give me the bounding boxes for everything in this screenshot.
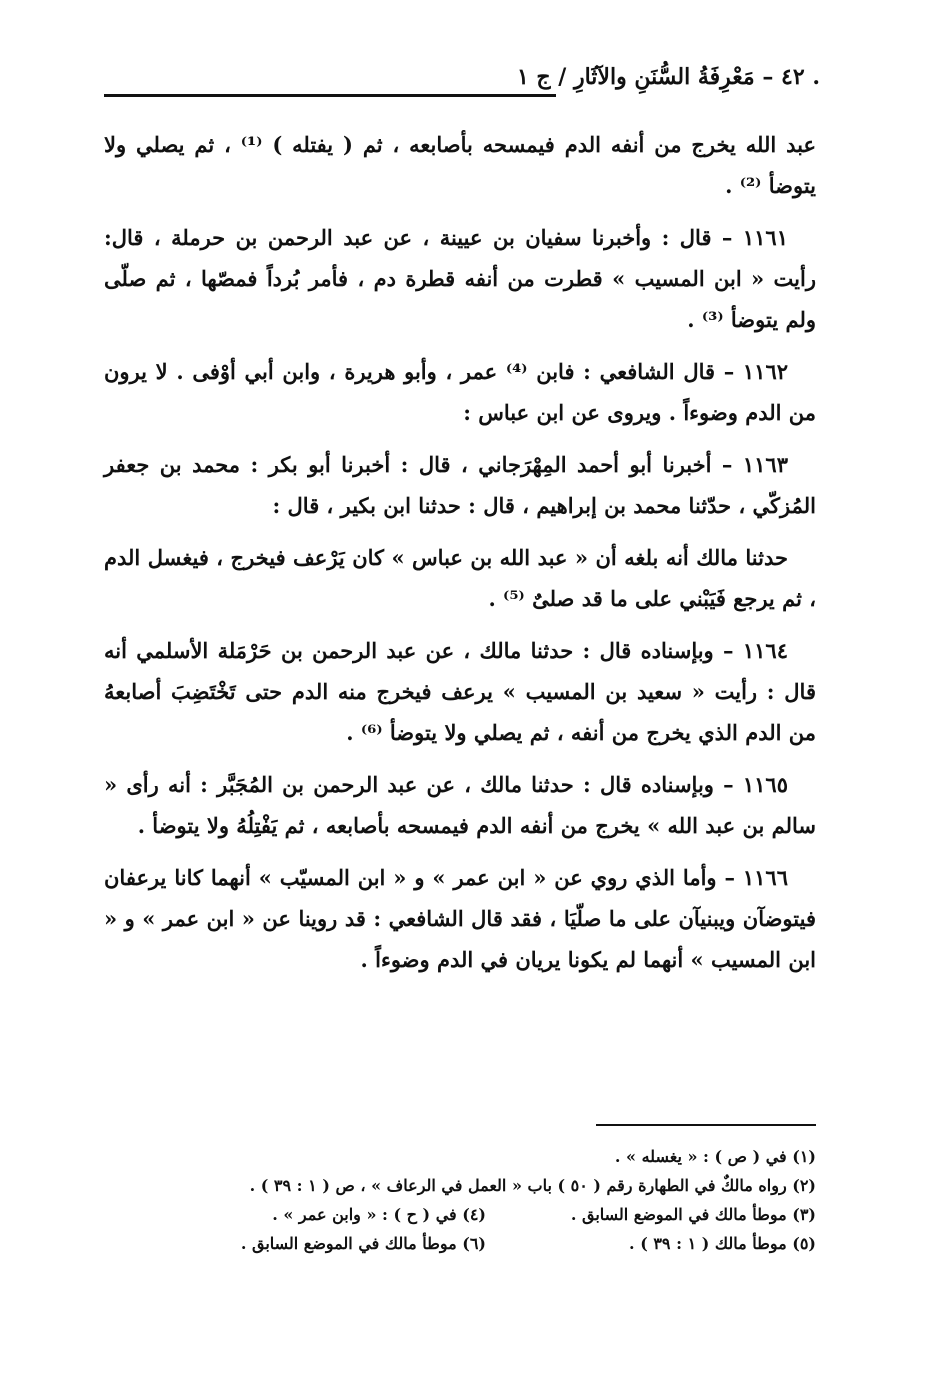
paragraph-1164: ١١٦٤ – وبإسناده قال : حدثنا مالك ، عن عبد الرحمن بن حَرْمَلة الأسلمي أنه قال : رأيت « سعيد بن المسيب » يرعف فيخرج منه الدم حتى تَخْتَضِبَ أصابعهُ من الدم الذي يخرج من أنفه ، ثم يصلي ولا يتوضأ ⁽⁶⁾ . <box>104 638 816 745</box>
footnote-3: (٣) موطأ مالك في الموضع السابق . <box>570 1205 816 1224</box>
footnote-1: (١) في ( ص ) : « يغسله » . <box>614 1147 816 1166</box>
paragraph-1163-narration: حدثنا مالك أنه بلغه أن « عبد الله بن عباس » كان يَرْعف فيخرج ، فيغسل الدم ، ثم يرجع فَيَبْني على ما قد صلىٌ ⁽⁵⁾ . <box>104 545 816 611</box>
footnote-6: (٦) موطأ مالك في الموضع السابق . <box>240 1234 486 1253</box>
paragraph-1163: ١١٦٣ – أخبرنا أبو أحمد المِهْرَجاني ، قال : أخبرنا أبو بكر : محمد بن جعفر المُزكّي ، حدّثنا محمد بن إبراهيم ، قال : حدثنا ابن بكير ، قال : <box>104 452 816 518</box>
footnote-2: (٢) رواه مالكٌ في الطهارة رقم ( ٥٠ ) باب « العمل في الرعاف » ، ص ( ١ : ٣٩ ) . <box>249 1176 816 1195</box>
footnote-row <box>104 1229 816 1258</box>
paragraph-1161: ١١٦١ – قال : وأخبرنا سفيان بن عيينة ، عن عبد الرحمن بن حرملة ، قال: رأيت « ابن المسيب » قطرت من أنفه قطرة دم ، فأمر بُرداً فمصّها ، ثم صلّى ولم يتوضأ ⁽³⁾ . <box>104 225 816 332</box>
paragraph-1165: ١١٦٥ – وبإسناده قال : حدثنا مالك ، عن عبد الرحمن بن المُجَبَّر : أنه رأى « سالم بن عبد الله » يخرج من أنفه الدم فيمسحه بأصابعه ، ثم يَفْتِلُهُ ولا يتوضأ . <box>104 772 816 838</box>
running-head: . ٤٢ – مَعْرِفَةُ السُّنَنِ والآثَارِ / ج ١ <box>516 64 820 90</box>
footnote-row <box>104 1200 816 1229</box>
paragraph-1162: ١١٦٢ – قال الشافعي : فابن ⁽⁴⁾ عمر ، وأبو هريرة ، وابن أبي أوْفى . لا يرون من الدم وضوءاً . ويروى عن ابن عباس : <box>104 359 816 425</box>
footnotes <box>104 1142 816 1258</box>
main-text <box>104 124 816 991</box>
header-rule <box>104 94 556 97</box>
paragraph-1166: ١١٦٦ – وأما الذي روي عن « ابن عمر » و « ابن المسيّب » أنهما كانا يرعفان فيتوضآن ويبنيآن على ما صلّيَا ، فقد قال الشافعي : قد روينا عن « ابن عمر » و « ابن المسيب » أنهما لم يكونا يريان في الدم وضوءاً . <box>104 865 816 972</box>
footnote-4: (٤) في ( ح ) : « وابن عمر » . <box>272 1205 486 1224</box>
footnote-5: (٥) موطأ مالك ( ١ : ٣٩ ) . <box>629 1234 816 1253</box>
footnote-row <box>104 1142 816 1171</box>
footnote-row <box>104 1171 816 1200</box>
footnote-rule <box>596 1124 816 1126</box>
paragraph-continuation: عبد الله يخرج من أنفه الدم فيمسحه بأصابعه ، ثم ( يفتله ) ⁽¹⁾ ، ثم يصلي ولا يتوضأ ⁽²⁾ . <box>104 132 816 198</box>
